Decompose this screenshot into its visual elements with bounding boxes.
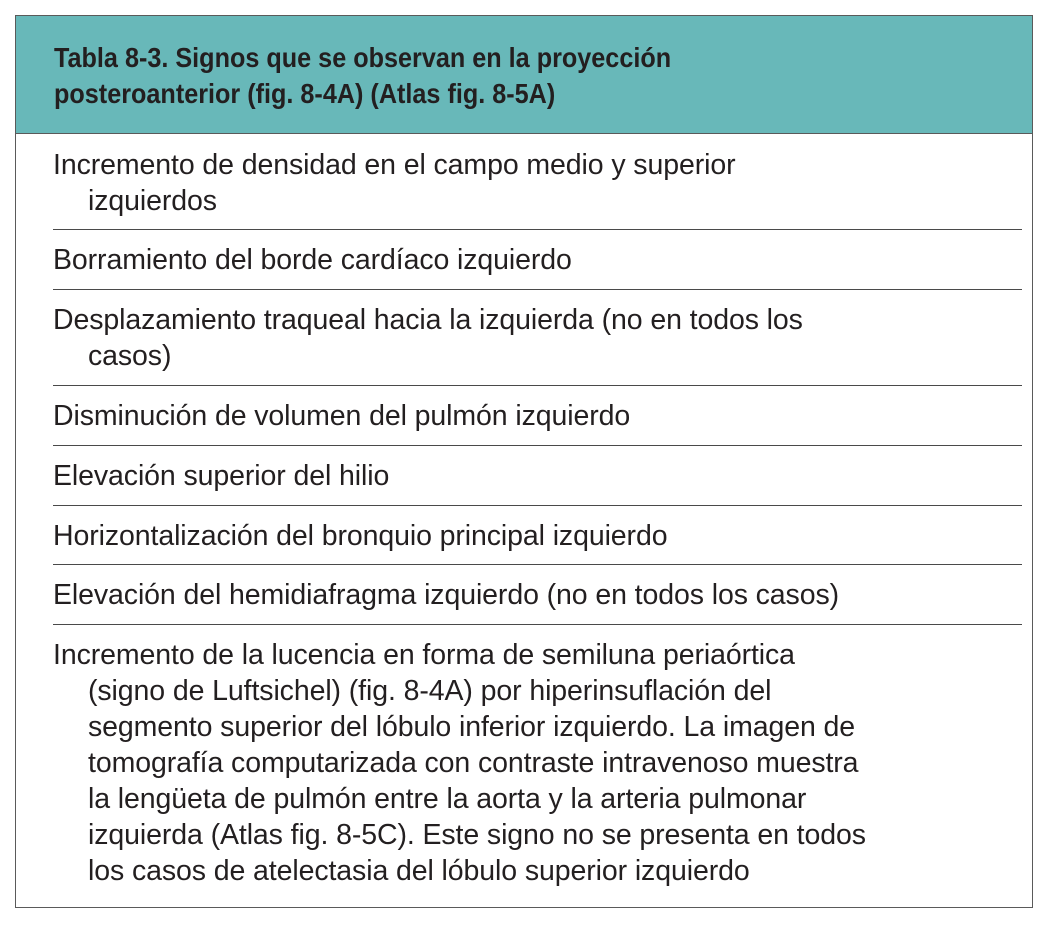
row-text bbox=[53, 147, 1022, 219]
table-row bbox=[53, 386, 1022, 446]
table-row bbox=[53, 625, 1022, 889]
row-text-line: izquierdos bbox=[88, 185, 217, 217]
row-text bbox=[53, 302, 1022, 374]
table-row bbox=[53, 134, 1022, 230]
row-text-line: (signo de Luftsichel) (fig. 8-4A) por hiperinsuflación del bbox=[88, 675, 772, 707]
row-text-line: Elevación superior del hilio bbox=[53, 460, 390, 492]
row-text-line: segmento superior del lóbulo inferior izquierdo. La imagen de bbox=[88, 711, 856, 743]
table-title-line-1: Tabla 8-3. Signos que se observan en la proyección bbox=[54, 42, 672, 73]
row-text bbox=[53, 637, 1022, 889]
table-row bbox=[53, 506, 1022, 565]
signs-table bbox=[15, 15, 1033, 908]
table-row bbox=[53, 565, 1022, 625]
row-text-line: izquierda (Atlas fig. 8-5C). Este signo no se presenta en todos bbox=[88, 819, 866, 851]
row-text bbox=[53, 577, 1022, 613]
row-text bbox=[53, 242, 1022, 278]
row-text-line: tomografía computarizada con contraste intravenoso muestra bbox=[88, 747, 859, 779]
row-text-line: Borramiento del borde cardíaco izquierdo bbox=[53, 244, 572, 276]
table-title-line-2: posteroanterior (fig. 8-4A) (Atlas fig. 8-5A) bbox=[54, 78, 556, 109]
row-text bbox=[53, 398, 1022, 434]
row-text bbox=[53, 458, 1022, 494]
row-text-line: la lengüeta de pulmón entre la aorta y la arteria pulmonar bbox=[88, 783, 807, 815]
row-text-line: Incremento de densidad en el campo medio y superior bbox=[53, 149, 736, 181]
row-text-line: Disminución de volumen del pulmón izquierdo bbox=[53, 400, 631, 432]
row-text-line: casos) bbox=[88, 340, 172, 372]
table-header bbox=[16, 16, 1032, 134]
row-text-line: Desplazamiento traqueal hacia la izquierda (no en todos los bbox=[53, 304, 803, 336]
table-row bbox=[53, 230, 1022, 290]
table-body bbox=[16, 134, 1032, 889]
table-title bbox=[54, 40, 954, 112]
row-text-line: los casos de atelectasia del lóbulo superior izquierdo bbox=[88, 855, 750, 887]
row-text-line: Elevación del hemidiafragma izquierdo (no en todos los casos) bbox=[53, 579, 840, 611]
table-row bbox=[53, 290, 1022, 386]
row-text-line: Horizontalización del bronquio principal izquierdo bbox=[53, 520, 668, 552]
row-text bbox=[53, 518, 1022, 554]
table-row bbox=[53, 446, 1022, 506]
row-text-line: Incremento de la lucencia en forma de semiluna periaórtica bbox=[53, 639, 795, 671]
